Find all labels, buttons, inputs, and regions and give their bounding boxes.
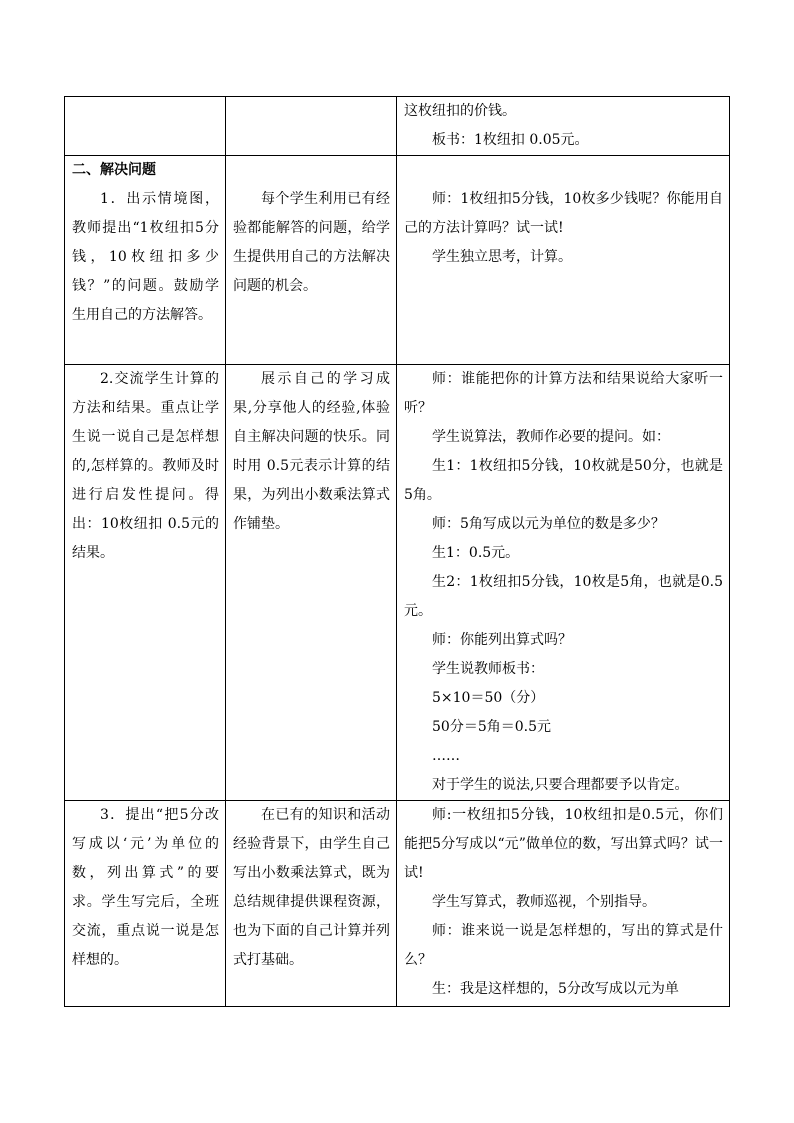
process-line: 师：1枚纽扣5分钱，10枚多少钱呢？你能用自己的方法计算吗？试一试! — [404, 191, 723, 236]
process-line: 学生写算式，教师巡视，个别指导。 — [432, 894, 656, 910]
cell-activity — [65, 97, 226, 156]
process-line: 师：你能列出算式吗？ — [432, 632, 572, 648]
intent-text: 在已有的知识和活动经验背景下，由学生自己写出小数乘法算式，既为总结规律提供课程资源，也为下面的自己计算并列式打基础。 — [233, 807, 390, 968]
cell-activity — [65, 801, 226, 1007]
process-line: 生1：1枚纽扣5分钱，10枚就是50分，也就是5角。 — [404, 458, 723, 503]
table-row — [65, 156, 730, 365]
process-line: 对于学生的说法,只要合理都要予以肯定。 — [432, 777, 689, 793]
intent-text: 展示自己的学习成果,分享他人的经验,体验自主解决问题的快乐。同时用 0.5元表示计算的结果，为列出小数乘法算式作铺垫。 — [233, 371, 390, 532]
process-line: 师:一枚纽扣5分钱，10枚纽扣是0.5元，你们能把5分写成以“元”做单位的数，写出算式吗？试一试! — [404, 807, 723, 881]
process-line: 生1：0.5元。 — [432, 545, 520, 561]
process-line: 这枚纽扣的价钱。 — [404, 103, 516, 119]
section-heading: 二、解决问题 — [72, 162, 156, 178]
table-row — [65, 365, 730, 801]
process-line: 生2：1枚纽扣5分钱，10枚是5角，也就是0.5元。 — [404, 574, 723, 619]
process-line: 学生说教师板书： — [432, 661, 544, 677]
process-line: 师：谁能把你的计算方法和结果说给大家听一听？ — [404, 371, 723, 416]
activity-text: 1．出示情境图，教师提出“1枚纽扣5分钱，10枚纽扣多少钱？”的问题。鼓励学生用自己的方法解答。 — [72, 191, 219, 323]
process-line: …… — [432, 748, 460, 764]
table-row — [65, 801, 730, 1007]
cell-process — [397, 365, 730, 801]
process-line: 师：谁来说一说是怎样想的，写出的算式是什么？ — [404, 923, 723, 968]
process-line: 板书：1枚纽扣 0.05元。 — [432, 132, 589, 148]
intent-text: 每个学生利用已有经验都能解答的问题，给学生提供用自己的方法解决问题的机会。 — [233, 191, 390, 294]
process-line: 5×10＝50（分） — [432, 690, 545, 706]
process-line: 学生说算法，教师作必要的提问。如： — [432, 429, 670, 445]
process-line: 50分＝5角＝0.5元 — [432, 719, 551, 735]
cell-intent — [226, 97, 397, 156]
cell-process — [397, 801, 730, 1007]
cell-activity — [65, 365, 226, 801]
lesson-plan-table — [64, 96, 730, 1007]
table-row — [65, 97, 730, 156]
process-line: 生：我是这样想的，5分改写成以元为单 — [432, 981, 679, 997]
activity-text: 2.交流学生计算的方法和结果。重点让学生说一说自己是怎样想的,怎样算的。教师及时进行启发性提问。得出：10枚纽扣 0.5元的结果。 — [72, 371, 219, 561]
cell-intent — [226, 156, 397, 365]
cell-activity — [65, 156, 226, 365]
activity-text: 3．提出“把5分改写成以‘元’为单位的数，列出算式”的要求。学生写完后，全班交流，重点说一说是怎样想的。 — [72, 807, 219, 968]
cell-process — [397, 156, 730, 365]
cell-process — [397, 97, 730, 156]
cell-intent — [226, 801, 397, 1007]
process-line: 学生独立思考，计算。 — [432, 249, 572, 265]
cell-intent — [226, 365, 397, 801]
process-line: 师：5角写成以元为单位的数是多少？ — [432, 516, 665, 532]
